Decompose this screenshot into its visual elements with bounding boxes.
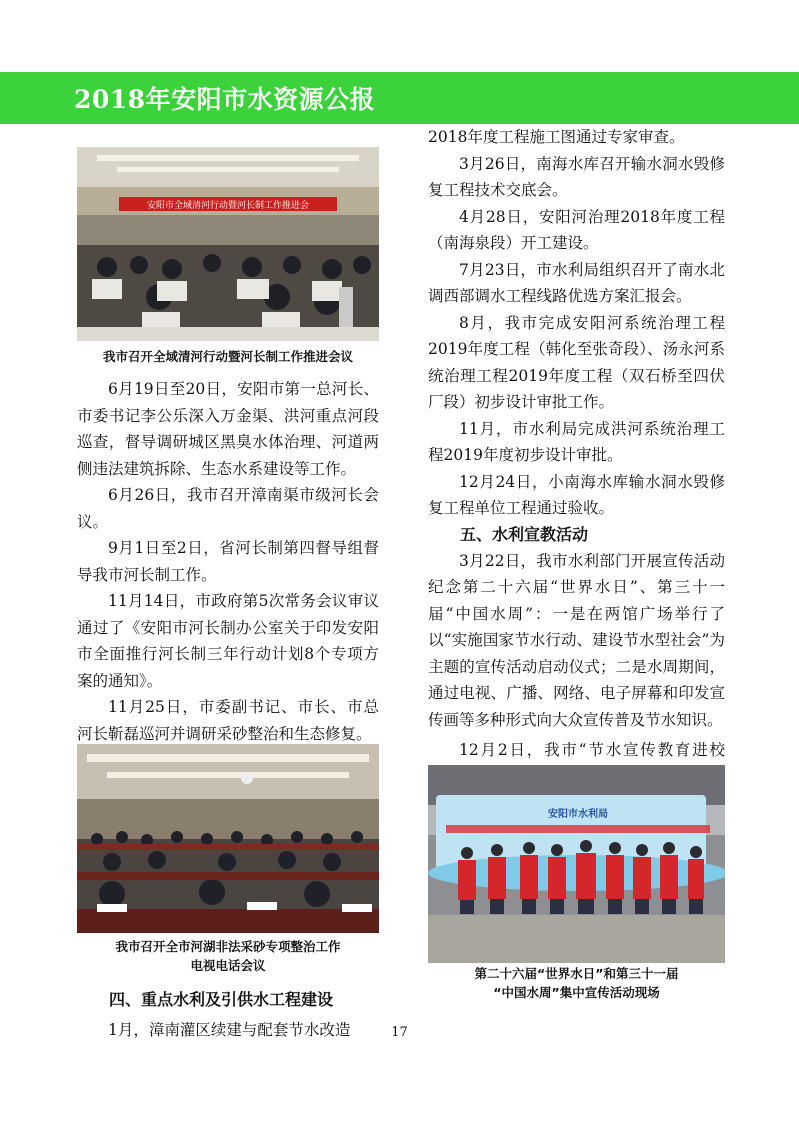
paragraph: 3月26日，南海水库召开输水洞水毁修复工程技术交底会。 (428, 154, 725, 199)
event-photo-image (428, 765, 725, 963)
page-title: 2018年安阳市水资源公报 (74, 85, 376, 114)
event-photo (428, 765, 725, 963)
section-heading-5: 五、水利宣教活动 (460, 524, 589, 544)
photo-1-caption-text: 我市召开全域清河行动暨河长制工作推进会议 (102, 349, 353, 364)
paragraph: 11月25日，市委副书记、市长、市总河长靳磊巡河并调研采砂整治和生态修复。 (77, 698, 379, 743)
meeting-photo-1-banner-text: 安阳市全域清河行动暨河长制工作推进会 (146, 201, 310, 211)
right-column (428, 124, 725, 790)
paragraph: 11月14日，市政府第5次常务会议审议通过了《安阳市河长制办公室关于印发安阳市全面推行河长制三年行动计划8个专项方案的通知》。 (77, 592, 379, 690)
event-photo-banner-text: 安阳市水利局 (548, 809, 608, 820)
meeting-photo-2-image (77, 744, 379, 933)
paragraph: 6月26日，我市召开漳南渠市级河长会议。 (77, 486, 379, 531)
photo-2-caption-line2: 电视电话会议 (190, 958, 266, 973)
paragraph: 8月，我市完成安阳河系统治理工程2019年度工程（韩化至张奇段）、汤永河系统治理工程2019年度工程（双石桥至四伏厂段）初步设计审批工作。 (428, 313, 725, 411)
paragraph: 11月，市水利局完成洪河系统治理工程2019年度初步设计审批。 (428, 419, 725, 464)
paragraph: 12月2日，我市“节水宣传教育进校 (459, 741, 725, 759)
paragraph: 12月24日，小南海水库输水洞水毁修复工程单位工程通过验收。 (428, 472, 725, 517)
paragraph: 1月，漳南灌区续建与配套节水改造 (108, 1020, 351, 1039)
photo-3-caption (428, 964, 725, 1002)
photo-2-caption (77, 937, 379, 975)
meeting-photo-1 (77, 147, 379, 341)
paragraph: 4月28日，安阳河治理2018年度工程（南海泉段）开工建设。 (428, 207, 725, 252)
paragraph: 7月23日，市水利局组织召开了南水北调西部调水工程线路优选方案汇报会。 (428, 260, 725, 305)
paragraph-continued: 2018年度工程施工图通过专家审查。 (428, 128, 685, 146)
meeting-photo-1-image (77, 147, 379, 341)
photo-3-caption-line1: 第二十六届“世界水日”和第三十一届 (474, 966, 679, 981)
section-heading-4: 四、重点水利及引供水工程建设 (109, 990, 334, 1009)
left-column-upper (77, 376, 379, 747)
meeting-photo-2 (77, 744, 379, 933)
header-banner (0, 72, 799, 124)
photo-2-caption-line1: 我市召开全市河湖非法采砂专项整治工作 (115, 939, 341, 954)
photo-1-caption (77, 347, 379, 366)
paragraph: 6月19日至20日，安阳市第一总河长、市委书记李公乐深入万金渠、洪河重点河段巡查，督导调研城区黑臭水体治理、河道两侧违法建筑拆除、生态水系建设等工作。 (77, 380, 379, 478)
paragraph: 9月1日至2日，省河长制第四督导组督导我市河长制工作。 (77, 539, 379, 584)
page-number: 17 (391, 1025, 408, 1040)
paragraph: 3月22日，我市水利部门开展宣传活动纪念第二十六届“世界水日”、第三十一届“中国水周”：一是在两馆广场举行了以“实施国家节水行动、建设节水型社会”为主题的宣传活动启动仪式；二是水周期间，通过电视、广播、网络、电子屏幕和印发宣传画等多种形式向大众宣传普及节水知识。 (428, 551, 725, 729)
photo-3-caption-line2: “中国水周”集中宣传活动现场 (493, 985, 660, 1000)
